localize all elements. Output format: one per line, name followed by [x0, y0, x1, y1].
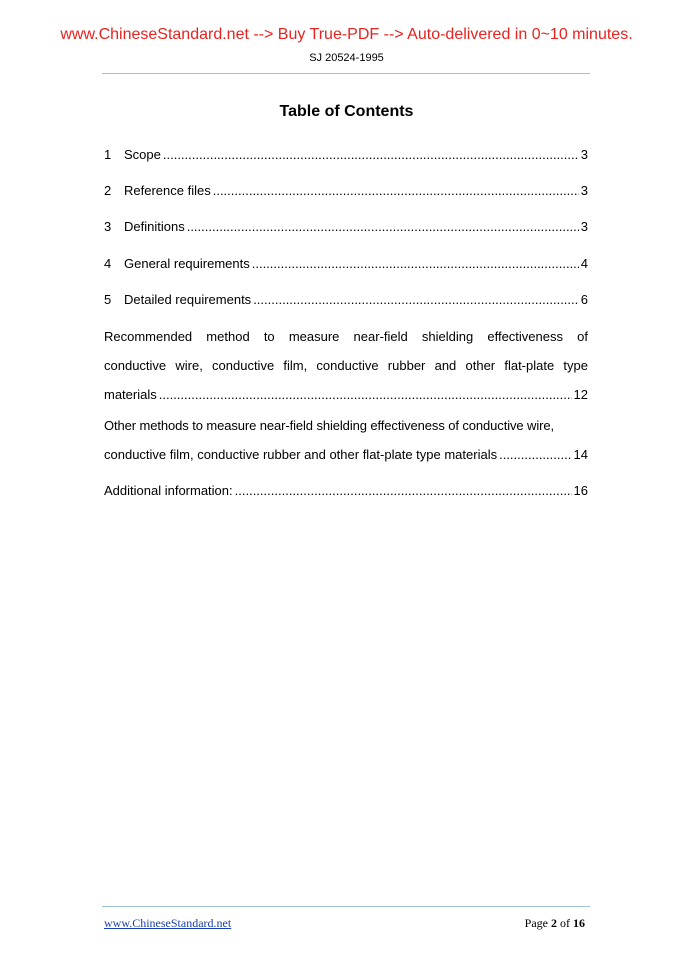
toc-title: Table of Contents	[279, 103, 414, 120]
toc-entry-reference-files[interactable]	[104, 181, 588, 201]
dot-leader	[253, 290, 579, 310]
toc-appendix-other-methods[interactable]	[104, 411, 588, 469]
toc-appendix-label: materials	[104, 387, 157, 402]
toc-appendix-recommended-method[interactable]	[104, 322, 588, 409]
toc-entry-label: General requirements	[124, 256, 250, 271]
toc-appendix-label: Additional information:	[104, 483, 233, 498]
toc-entry-general-requirements[interactable]	[104, 254, 588, 274]
toc-entry-number: 2	[104, 183, 112, 198]
toc-entry-label: Definitions	[124, 219, 185, 234]
toc-entry-page: 12	[573, 387, 588, 402]
toc-entry-page: 3	[580, 219, 588, 234]
toc-entry-page: 16	[573, 483, 588, 498]
toc-entry-label: Detailed requirements	[124, 292, 252, 307]
dot-leader	[235, 476, 572, 505]
toc-appendix-line: Recommended method to measure near-field shielding effectiveness of	[104, 329, 588, 344]
toc-entry-page: 3	[580, 183, 588, 198]
toc-entry-definitions[interactable]	[104, 217, 588, 237]
dot-leader	[252, 254, 579, 274]
toc-entry-page: 3	[580, 147, 588, 162]
page-current: 2	[551, 916, 557, 930]
dot-leader	[159, 380, 572, 409]
toc-appendix-line: Other methods to measure near-field shielding effectiveness of conductive wire,	[104, 418, 554, 433]
toc-entry-page: 14	[573, 447, 588, 462]
toc-entry-detailed-requirements[interactable]	[104, 290, 588, 310]
toc-appendix-line: conductive wire, conductive film, conductive rubber and other flat-plate type	[104, 358, 588, 373]
standard-code: SJ 20524-1995	[309, 52, 384, 64]
page-number	[525, 916, 585, 931]
footer-website-link[interactable]: www.ChineseStandard.net	[104, 916, 232, 930]
toc-entry-number: 3	[104, 219, 112, 234]
toc-entry-page: 4	[580, 256, 588, 271]
page-of: of	[560, 916, 570, 930]
toc-entry-scope[interactable]	[104, 145, 588, 165]
dot-leader	[499, 440, 571, 469]
toc-entry-label: Scope	[124, 147, 161, 162]
dot-leader	[163, 145, 579, 165]
toc-appendix-additional-information[interactable]	[104, 476, 588, 505]
page-total: 16	[573, 916, 585, 930]
page-prefix: Page	[524, 916, 548, 930]
toc-entry-number: 5	[104, 292, 112, 307]
toc-entry-page: 6	[580, 292, 588, 307]
promo-banner[interactable]: www.ChineseStandard.net --> Buy True-PDF --> Auto-delivered in 0~10 minutes.	[60, 26, 633, 43]
header-divider	[102, 73, 590, 74]
dot-leader	[213, 181, 579, 201]
toc-entry-label: Reference files	[124, 183, 211, 198]
toc-entry-number: 4	[104, 256, 112, 271]
dot-leader	[187, 217, 579, 237]
toc-appendix-label: conductive film, conductive rubber and other flat-plate type materials	[104, 447, 498, 462]
toc-entry-number: 1	[104, 147, 112, 162]
footer-divider	[102, 906, 590, 907]
